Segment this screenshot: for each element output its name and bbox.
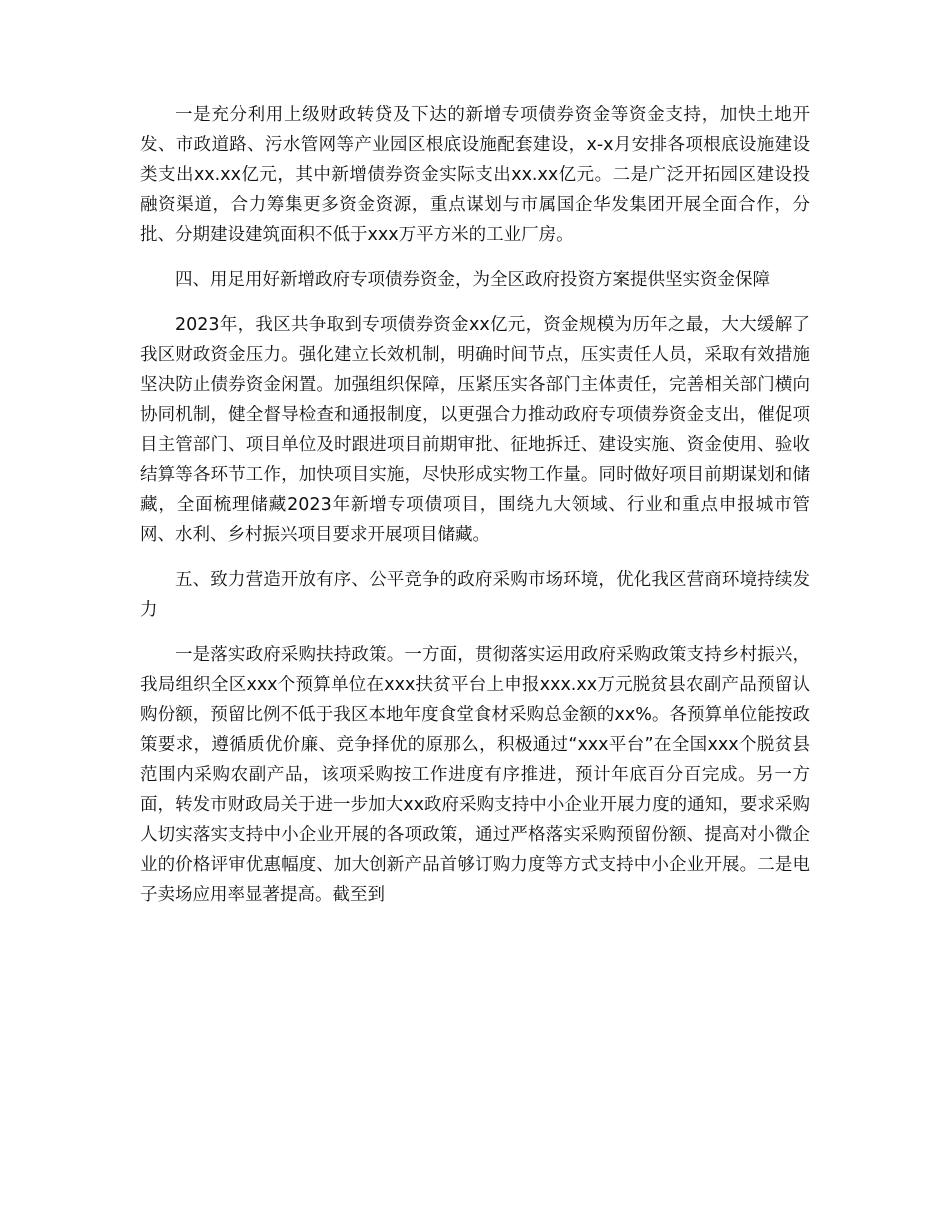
paragraph-special-bonds-2023: 2023年，我区共争取到专项债券资金xx亿元，资金规模为历年之最，大大缓解了我区财政资金压力。强化建立长效机制，明确时间节点，压实责任人员，采取有效措施坚决防止债券资金闲置。加强组织保障，压紧压实各部门主体责任，完善相关部门横向协同机制，健全督导检查和通报制度，以更强合力推动政府专项债券资金支出，催促项目主管部门、项目单位及时跟进项目前期审批、征地拆迁、建设实施、资金使用、验收结算等各环节工作，加快项目实施，尽快形成实物工作量。同时做好项目前期谋划和储藏，全面梳理储藏2023年新增专项债项目，围绕九大领域、行业和重点申报城市管网、水利、乡村振兴项目要求开展项目储藏。 [140, 315, 810, 545]
section-heading-special-bonds: 四、用足用好新增政府专项债券资金，为全区政府投资方案提供坚实资金保障 [175, 270, 770, 290]
paragraph-procurement-policy: 一是落实政府采购扶持政策。一方面，贯彻落实运用政府采购政策支持乡村振兴，我局组织全区xxx个预算单位在xxx扶贫平台上申报xxx.xx万元脱贫县农副产品预留认购份额，预留比例不低于我区本地年度食堂食材采购总金额的xx%。各预算单位能按政策要求，遵循质优价廉、竞争择优的原那么，积极通过“xxx平台”在全国xxx个脱贫县范围内采购农副产品，该项采购按工作进度有序推进，预计年底百分百完成。另一方面，转发市财政局关于进一步加大xx政府采购支持中小企业开展力度的通知，要求采购人切实落实支持中小企业开展的各项政策，通过严格落实采购预留份额、提高对小微企业的价格评审优惠幅度、加大创新产品首够订购力度等方式支持中小企业开展。二是电子卖场应用率显著提高。截至到 [140, 645, 810, 905]
paragraph-park-infrastructure: 一是充分利用上级财政转贷及下达的新增专项债券资金等资金支持，加快土地开发、市政道路、污水管网等产业园区根底设施配套建设，x-x月安排各项根底设施建设类支出xx.xx亿元，其中新增债券资金实际支出xx.xx亿元。二是广泛开拓园区建设投融资渠道，合力筹集更多资金资源，重点谋划与市属国企华发集团开展全面合作，分批、分期建设建筑面积不低于xxx万平方米的工业厂房。 [140, 105, 810, 245]
document-page [140, 100, 810, 925]
section-heading-procurement-environment: 五、致力营造开放有序、公平竞争的政府采购市场环境，优化我区营商环境持续发力 [140, 570, 810, 620]
